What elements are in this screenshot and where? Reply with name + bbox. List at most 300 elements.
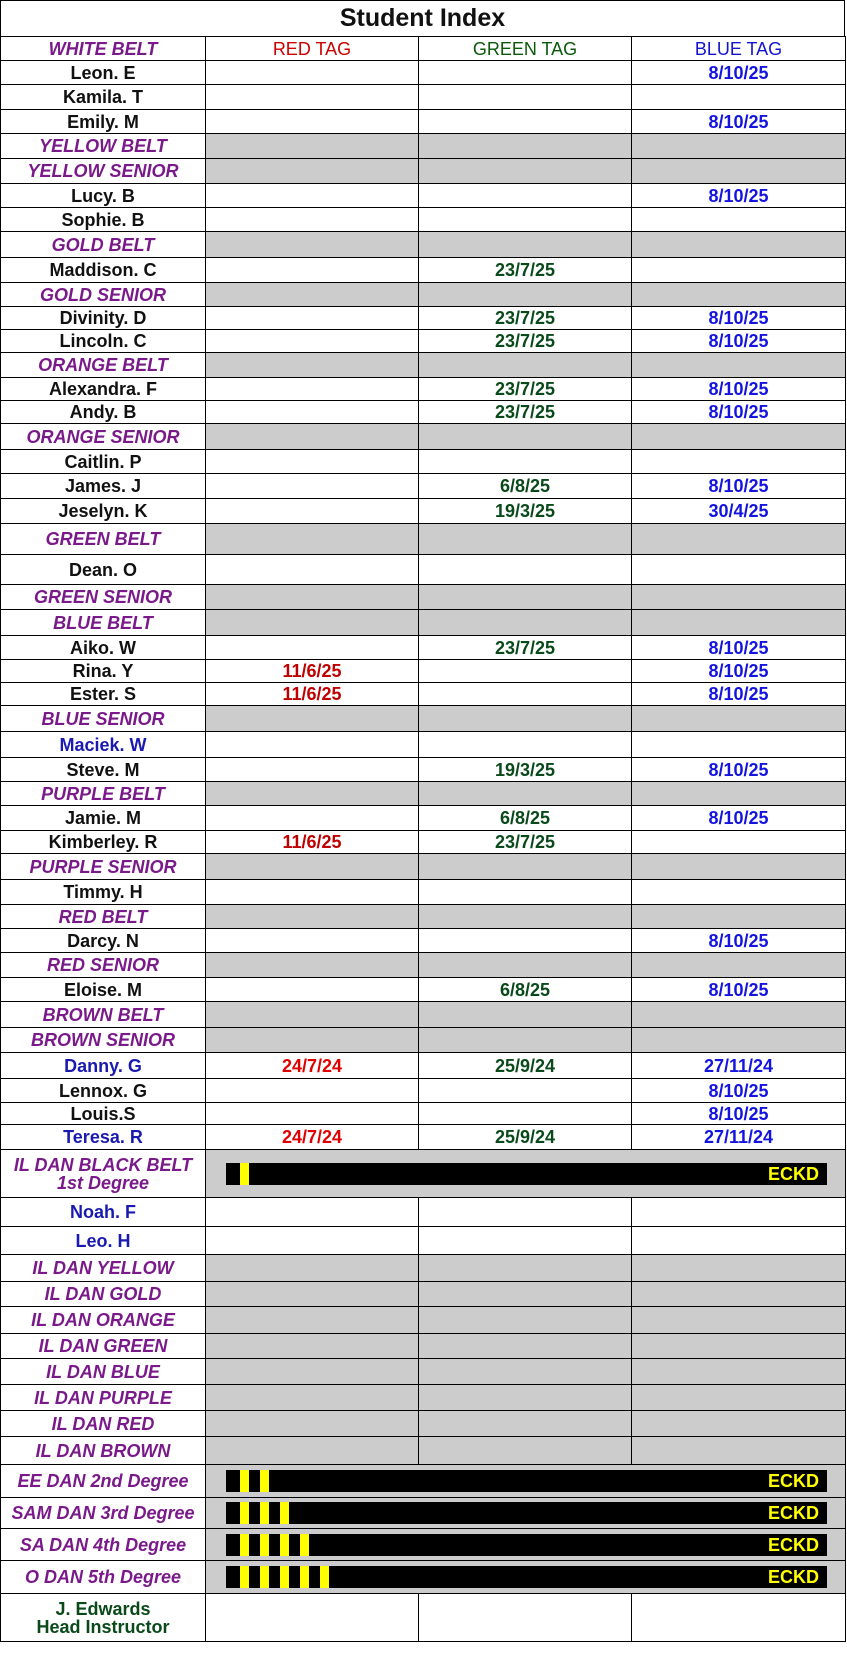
name-text: Maciek. W: [59, 734, 147, 755]
student-row: [1, 61, 846, 85]
student-name: [1, 208, 206, 232]
student-row: [1, 978, 846, 1002]
blue-tag-date: 30/4/25: [632, 499, 846, 524]
red-tag-date: [206, 1307, 419, 1334]
name-text: IL DAN RED: [51, 1413, 155, 1434]
black-belt-graphic: [226, 1502, 827, 1524]
red-tag-date: 11/6/25: [206, 660, 419, 683]
degree-stripe: [280, 1502, 289, 1524]
blue-tag-date: [632, 450, 846, 474]
red-tag-date: [206, 1282, 419, 1307]
green-tag-date: [419, 524, 632, 555]
name-text: Alexandra. F: [48, 379, 158, 399]
green-tag-date: [419, 1002, 632, 1028]
degree-stripe: [300, 1534, 309, 1556]
green-tag-date: [419, 1103, 632, 1125]
green-tag-date: [419, 706, 632, 732]
green-tag-date: 19/3/25: [419, 758, 632, 782]
blue-tag-date: 27/11/24: [632, 1125, 846, 1150]
red-tag-date: [206, 555, 419, 585]
rank-label: [1, 1437, 206, 1465]
degree-row: [1, 1150, 846, 1198]
black-belt-graphic: [226, 1534, 827, 1556]
blue-tag-date: [632, 854, 846, 880]
name-text: YELLOW SENIOR: [27, 161, 179, 181]
rank-label: [1, 1028, 206, 1053]
student-name: [1, 258, 206, 283]
header-blue-tag: BLUE TAG: [632, 37, 846, 61]
red-tag-date: [206, 806, 419, 831]
name-text: PURPLE SENIOR: [29, 856, 177, 877]
student-row: [1, 258, 846, 283]
black-belt-bar-cell: [206, 1561, 846, 1594]
student-name: [1, 184, 206, 208]
rank-label: [1, 353, 206, 378]
red-tag-date: [206, 905, 419, 929]
red-tag-date: 11/6/25: [206, 683, 419, 706]
name-text: IL DAN YELLOW: [32, 1258, 174, 1278]
name-subtext: Head Instructor: [36, 1616, 170, 1637]
rank-label: [1, 1411, 206, 1437]
section-row: [1, 782, 846, 806]
green-tag-date: [419, 85, 632, 110]
green-tag-date: [419, 283, 632, 307]
blue-tag-date: [632, 1437, 846, 1465]
green-tag-date: [419, 61, 632, 85]
red-tag-date: [206, 61, 419, 85]
red-tag-date: [206, 378, 419, 401]
blue-tag-date: 8/10/25: [632, 636, 846, 660]
student-name: [1, 806, 206, 831]
red-tag-date: [206, 184, 419, 208]
green-tag-date: [419, 1385, 632, 1411]
header-red-tag: RED TAG: [206, 37, 419, 61]
degree-row: [1, 1529, 846, 1561]
student-row: [1, 1125, 846, 1150]
blue-tag-date: 8/10/25: [632, 61, 846, 85]
green-tag-date: [419, 555, 632, 585]
green-tag-date: [419, 732, 632, 758]
red-tag-date: [206, 524, 419, 555]
student-name: [1, 378, 206, 401]
name-text: IL DAN BROWN: [35, 1440, 171, 1461]
green-tag-date: [419, 232, 632, 258]
red-tag-date: [206, 208, 419, 232]
black-belt-bar-cell: [206, 1529, 846, 1561]
section-row: [1, 610, 846, 636]
section-row: [1, 1385, 846, 1411]
green-tag-date: [419, 450, 632, 474]
name-text: Steve. M: [66, 759, 140, 780]
section-row: [1, 905, 846, 929]
name-text: EE DAN 2nd Degree: [17, 1471, 189, 1491]
green-tag-date: [419, 1307, 632, 1334]
student-name: [1, 450, 206, 474]
section-row: [1, 159, 846, 184]
red-tag-date: [206, 499, 419, 524]
name-text: Maddison. C: [49, 260, 157, 280]
student-row: [1, 110, 846, 134]
rank-label: [1, 283, 206, 307]
degree-row: [1, 1465, 846, 1498]
red-tag-date: [206, 110, 419, 134]
belt-label: ECKD: [767, 1163, 819, 1184]
red-tag-date: [206, 782, 419, 806]
student-row: [1, 758, 846, 782]
name-text: RED BELT: [58, 906, 148, 927]
name-text: GOLD BELT: [51, 234, 155, 255]
name-text: Lucy. B: [71, 185, 135, 206]
blue-tag-date: [632, 134, 846, 159]
rank-label: [1, 1529, 206, 1561]
red-tag-date: [206, 880, 419, 905]
student-row: [1, 184, 846, 208]
name-text: Andy. B: [69, 402, 137, 422]
instructor-name: [1, 1594, 206, 1642]
name-text: J. Edwards: [55, 1598, 151, 1619]
green-tag-date: [419, 1227, 632, 1255]
student-row: [1, 1103, 846, 1125]
blue-tag-date: 8/10/25: [632, 1079, 846, 1103]
red-tag-date: [206, 330, 419, 353]
section-row: [1, 1437, 846, 1465]
degree-stripe: [260, 1470, 269, 1492]
green-tag-date: [419, 353, 632, 378]
name-text: GREEN SENIOR: [33, 587, 173, 607]
green-tag-date: [419, 929, 632, 953]
degree-stripe: [240, 1470, 249, 1492]
name-text: Rina. Y: [72, 661, 134, 681]
student-row: [1, 85, 846, 110]
name-text: Kamila. T: [62, 87, 144, 107]
student-row: [1, 880, 846, 905]
green-tag-date: [419, 854, 632, 880]
degree-stripe: [240, 1566, 249, 1588]
name-text: Jeselyn. K: [58, 501, 148, 521]
student-row: [1, 555, 846, 585]
blue-tag-date: 8/10/25: [632, 401, 846, 424]
blue-tag-date: [632, 1359, 846, 1385]
green-tag-date: 23/7/25: [419, 258, 632, 283]
red-tag-date: [206, 474, 419, 499]
name-text: Timmy. H: [63, 882, 143, 902]
section-row: [1, 232, 846, 258]
student-name: [1, 61, 206, 85]
green-tag-date: 6/8/25: [419, 978, 632, 1002]
section-row: [1, 854, 846, 880]
red-tag-date: [206, 1079, 419, 1103]
green-tag-date: [419, 110, 632, 134]
name-text: Leo. H: [75, 1230, 131, 1251]
blue-tag-date: [632, 1334, 846, 1359]
green-tag-date: [419, 905, 632, 929]
belt-label: ECKD: [767, 1567, 819, 1587]
name-text: Jamie. M: [64, 808, 142, 828]
student-name: [1, 1125, 206, 1150]
student-row: [1, 1227, 846, 1255]
student-name: [1, 555, 206, 585]
degree-stripe: [240, 1502, 249, 1524]
red-tag-date: [206, 1103, 419, 1125]
name-text: RED SENIOR: [46, 955, 160, 975]
section-row: [1, 1002, 846, 1028]
student-row: [1, 450, 846, 474]
green-tag-date: [419, 208, 632, 232]
blue-tag-date: [632, 1385, 846, 1411]
name-text: Louis.S: [70, 1103, 136, 1124]
name-text: BLUE BELT: [53, 612, 153, 633]
name-text: Teresa. R: [63, 1127, 143, 1147]
red-tag-date: [206, 1385, 419, 1411]
student-name: [1, 1079, 206, 1103]
name-text: Emily. M: [67, 111, 139, 132]
green-tag-date: [419, 184, 632, 208]
student-row: [1, 660, 846, 683]
section-row: [1, 706, 846, 732]
section-row: [1, 134, 846, 159]
green-tag-date: [419, 159, 632, 184]
blue-tag-date: [632, 1594, 846, 1642]
name-text: Noah. F: [70, 1202, 136, 1222]
blue-tag-date: 8/10/25: [632, 978, 846, 1002]
student-row: [1, 378, 846, 401]
green-tag-date: [419, 1255, 632, 1282]
section-row: [1, 953, 846, 978]
red-tag-date: [206, 610, 419, 636]
black-belt-bar-cell: [206, 1465, 846, 1498]
blue-tag-date: [632, 831, 846, 854]
green-tag-date: 23/7/25: [419, 330, 632, 353]
rank-label: [1, 1282, 206, 1307]
green-tag-date: [419, 1198, 632, 1227]
degree-stripe: [240, 1163, 249, 1185]
name-text: ORANGE SENIOR: [26, 426, 180, 447]
section-row: [1, 424, 846, 450]
red-tag-date: [206, 85, 419, 110]
student-name: [1, 978, 206, 1002]
student-name: [1, 660, 206, 683]
blue-tag-date: 8/10/25: [632, 474, 846, 499]
blue-tag-date: 27/11/24: [632, 1053, 846, 1079]
red-tag-date: [206, 353, 419, 378]
rank-label: [1, 1002, 206, 1028]
green-tag-date: 25/9/24: [419, 1053, 632, 1079]
name-text: PURPLE BELT: [41, 783, 165, 804]
name-text: O DAN 5th Degree: [24, 1567, 182, 1587]
blue-tag-date: [632, 555, 846, 585]
student-row: [1, 1079, 846, 1103]
student-row: [1, 401, 846, 424]
name-text: Kimberley. R: [48, 832, 158, 852]
student-name: [1, 1103, 206, 1125]
student-name: [1, 307, 206, 330]
name-text: SAM DAN 3rd Degree: [11, 1503, 195, 1523]
degree-stripe: [240, 1534, 249, 1556]
blue-tag-date: [632, 1411, 846, 1437]
student-row: [1, 307, 846, 330]
green-tag-date: [419, 134, 632, 159]
blue-tag-date: [632, 610, 846, 636]
student-row: [1, 636, 846, 660]
degree-stripe: [260, 1534, 269, 1556]
rank-label: [1, 1498, 206, 1529]
rank-label: [1, 1255, 206, 1282]
student-name: [1, 1053, 206, 1079]
rank-label: [1, 1334, 206, 1359]
green-tag-date: 23/7/25: [419, 378, 632, 401]
blue-tag-date: [632, 782, 846, 806]
green-tag-date: [419, 782, 632, 806]
section-row: [1, 1028, 846, 1053]
blue-tag-date: 8/10/25: [632, 330, 846, 353]
rank-label: [1, 524, 206, 555]
name-text: Divinity. D: [59, 308, 147, 328]
green-tag-date: 23/7/25: [419, 307, 632, 330]
red-tag-date: [206, 1002, 419, 1028]
rank-label: [1, 706, 206, 732]
green-tag-date: 25/9/24: [419, 1125, 632, 1150]
blue-tag-date: [632, 208, 846, 232]
red-tag-date: [206, 134, 419, 159]
green-tag-date: [419, 683, 632, 706]
section-row: [1, 1255, 846, 1282]
red-tag-date: 24/7/24: [206, 1125, 419, 1150]
red-tag-date: [206, 401, 419, 424]
degree-stripe: [320, 1566, 329, 1588]
green-tag-date: [419, 585, 632, 610]
blue-tag-date: [632, 585, 846, 610]
section-row: [1, 1334, 846, 1359]
red-tag-date: [206, 636, 419, 660]
student-row: [1, 1053, 846, 1079]
name-text: IL DAN PURPLE: [34, 1387, 172, 1408]
black-belt-graphic: [226, 1566, 827, 1588]
blue-tag-date: [632, 258, 846, 283]
student-row: [1, 831, 846, 854]
student-name: [1, 474, 206, 499]
green-tag-date: [419, 1359, 632, 1385]
student-row: [1, 474, 846, 499]
student-name: [1, 110, 206, 134]
name-text: IL DAN BLACK BELT: [13, 1154, 193, 1175]
name-text: GOLD SENIOR: [39, 284, 166, 305]
blue-tag-date: [632, 232, 846, 258]
name-text: Eloise. M: [63, 979, 143, 1000]
blue-tag-date: [632, 1282, 846, 1307]
student-name: [1, 401, 206, 424]
student-name: [1, 831, 206, 854]
red-tag-date: [206, 929, 419, 953]
student-row: [1, 806, 846, 831]
student-name: [1, 683, 206, 706]
student-row: [1, 732, 846, 758]
student-row: [1, 330, 846, 353]
rank-label: [1, 1465, 206, 1498]
blue-tag-date: [632, 905, 846, 929]
name-text: YELLOW BELT: [39, 136, 167, 156]
student-name: [1, 330, 206, 353]
degree-stripe: [300, 1566, 309, 1588]
blue-tag-date: 8/10/25: [632, 660, 846, 683]
red-tag-date: 24/7/24: [206, 1053, 419, 1079]
blue-tag-date: [632, 1028, 846, 1053]
student-name: [1, 1227, 206, 1255]
rank-label: [1, 610, 206, 636]
red-tag-date: [206, 159, 419, 184]
blue-tag-date: [632, 953, 846, 978]
name-text: ORANGE BELT: [38, 355, 168, 375]
header-row: [1, 37, 846, 61]
rank-label: [1, 159, 206, 184]
student-table: [0, 36, 846, 1642]
red-tag-date: [206, 424, 419, 450]
student-name: [1, 732, 206, 758]
rank-label: [1, 585, 206, 610]
blue-tag-date: 8/10/25: [632, 758, 846, 782]
blue-tag-date: [632, 1227, 846, 1255]
red-tag-date: [206, 1028, 419, 1053]
green-tag-date: [419, 1079, 632, 1103]
section-row: [1, 1359, 846, 1385]
name-subtext: 1st Degree: [56, 1172, 150, 1193]
red-tag-date: [206, 1359, 419, 1385]
name-text: Lennox. G: [58, 1080, 147, 1101]
green-tag-date: [419, 610, 632, 636]
instructor-row: [1, 1594, 846, 1642]
rank-label: [1, 905, 206, 929]
red-tag-date: [206, 1437, 419, 1465]
name-text: Sophie. B: [61, 209, 145, 230]
blue-tag-date: 8/10/25: [632, 378, 846, 401]
blue-tag-date: 8/10/25: [632, 184, 846, 208]
section-row: [1, 353, 846, 378]
name-text: BROWN SENIOR: [31, 1030, 175, 1050]
rank-label: [1, 1561, 206, 1594]
header-white-belt: WHITE BELT: [1, 37, 206, 61]
blue-tag-date: [632, 524, 846, 555]
rank-label: [1, 782, 206, 806]
blue-tag-date: 8/10/25: [632, 307, 846, 330]
name-text: Lincoln. C: [59, 331, 147, 351]
degree-stripe: [280, 1566, 289, 1588]
belt-label: ECKD: [767, 1471, 819, 1491]
green-tag-date: [419, 660, 632, 683]
red-tag-date: [206, 1255, 419, 1282]
blue-tag-date: 8/10/25: [632, 683, 846, 706]
rank-label: [1, 134, 206, 159]
section-row: [1, 283, 846, 307]
degree-row: [1, 1561, 846, 1594]
name-text: IL DAN BLUE: [46, 1361, 160, 1382]
name-text: Caitlin. P: [64, 451, 142, 472]
blue-tag-date: 8/10/25: [632, 1103, 846, 1125]
rank-label: [1, 1385, 206, 1411]
name-text: SA DAN 4th Degree: [19, 1534, 187, 1555]
red-tag-date: [206, 585, 419, 610]
student-name: [1, 499, 206, 524]
blue-tag-date: [632, 1307, 846, 1334]
student-row: [1, 929, 846, 953]
name-text: Darcy. N: [67, 930, 139, 951]
section-row: [1, 524, 846, 555]
rank-label: [1, 953, 206, 978]
red-tag-date: 11/6/25: [206, 831, 419, 854]
sheet-title: Student Index: [0, 0, 845, 36]
blue-tag-date: [632, 283, 846, 307]
red-tag-date: [206, 307, 419, 330]
black-belt-bar-cell: [206, 1150, 846, 1198]
name-text: GREEN BELT: [45, 529, 161, 549]
